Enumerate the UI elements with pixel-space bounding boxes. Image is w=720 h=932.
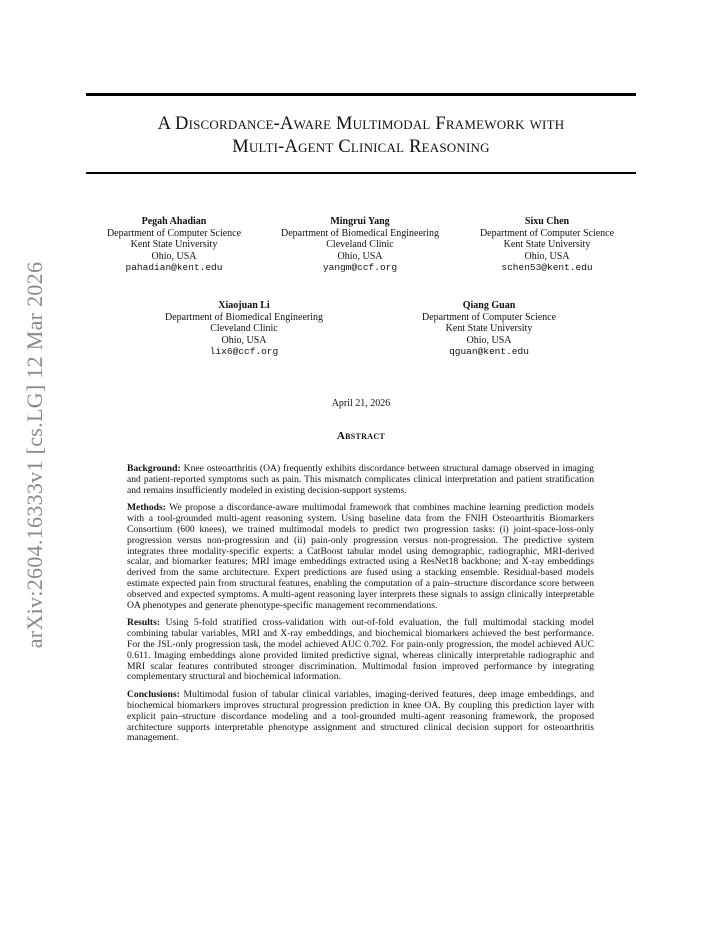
author-location: Ohio, USA [466,334,512,346]
abstract-paragraph-methods [127,503,594,611]
author-location: Ohio, USA [221,334,267,346]
author-name: Xiaojuan Li [218,300,270,311]
paragraph-label: Conclusions: [127,689,180,701]
paragraph-text: We propose a discordance-aware multimodal framework that combines machine learning prediction models with a tool-grounded multi-agent reasoning system. Using baseline data from the FNIH Osteoarthritis Biomarkers Consortium (600 knees), we trained multimodal models to predict two progression tasks: (i) joint-space-loss-only progression versus non-progression and (ii) pain-only progression versus non-progression. The predictive system integrates three modality-specific experts: a CatBoost tabular model using demographic, radiographic, MRI-derived scalar, and biomarker features; MRI image embeddings extracted using a ResNet18 backbone; and X-ray embeddings derived from the same architecture. Expert predictions are fused using a stacking ensemble. Residual-based models estimate expected pain from structural features, enabling the computation of a pain–structure discordance score between observed and expected symptoms. A multi-agent reasoning layer interprets these signals to assign clinically interpretable OA phenotypes and generate phenotype-specific management recommendations. [127,502,594,611]
author-name: Mingrui Yang [330,216,390,227]
paragraph-label: Background: [127,463,181,474]
publication-date: April 21, 2026 [331,398,391,409]
author-email[interactable]: schen53@kent.edu [501,262,593,274]
title-line-2: Multi-Agent Clinical Reasoning [232,137,490,157]
author-block [260,216,460,274]
author-name: Pegah Ahadian [141,216,207,227]
abstract-paragraph-results [127,618,594,683]
paragraph-label: Results: [127,617,161,629]
paper-title [86,113,636,159]
paragraph-text: Multimodal fusion of tabular clinical variables, imaging-derived features, deep image embeddings, and biochemical biomarkers improves structural progression prediction in knee OA. By coupling this prediction layer with explicit pain–structure discordance modeling and a tool-grounded multi-agent reasoning framework, the proposed architecture supports interpretable phenotype assignment and structured clinical decision support for osteoarthritis management. [127,689,594,744]
author-location: Ohio, USA [151,250,197,262]
abstract-body [127,464,594,751]
author-location: Ohio, USA [524,250,570,262]
author-block [144,300,344,358]
author-location: Ohio, USA [337,250,383,262]
author-department: Department of Computer Science [479,227,615,239]
author-institution: Cleveland Clinic [210,323,278,335]
author-department: Department of Computer Science [106,227,242,239]
author-department: Department of Biomedical Engineering [164,311,323,323]
title-line-1: A Discordance-Aware Multimodal Framework with [157,114,565,134]
author-block [447,216,647,274]
author-email[interactable]: qguan@kent.edu [449,346,529,358]
paragraph-text: Using 5-fold stratified cross-validation with out-of-fold evaluation, the full multimodal stacking model combining tabular variables, MRI and X-ray embeddings, and biochemical biomarkers achieved the best performance. For the JSL-only progression task, the model achieved AUC 0.702. For pain-only progression, the model achieved AUC 0.611. Imaging embeddings alone provided limited predictive signal, whereas clinically interpretable radiographic and MRI scalar features contributed stronger discrimination. Multimodal fusion improved performance by integrating complementary structural and biochemical information. [127,617,594,683]
title-bottom-rule [86,172,636,174]
author-name: Sixu Chen [524,216,570,227]
author-institution: Kent State University [445,323,533,335]
paragraph-text: Knee osteoarthritis (OA) frequently exhibits discordance between structural damage observed in imaging and patient-reported symptoms such as pain. This mismatch complicates clinical interpretation and patient stratification and remains insufficiently modeled in existing decision-support systems. [127,463,594,496]
abstract-heading: Abstract [336,430,386,442]
author-block [389,300,589,358]
author-institution: Kent State University [503,239,591,251]
author-email[interactable]: yangm@ccf.org [322,262,398,274]
author-block [74,216,274,274]
author-department: Department of Biomedical Engineering [280,227,439,239]
abstract-paragraph-conclusions [127,690,594,744]
author-department: Department of Computer Science [421,311,557,323]
author-institution: Kent State University [130,239,218,251]
author-institution: Cleveland Clinic [326,239,394,251]
arxiv-stamp: arXiv:2604.16333v1 [cs.LG] 12 Mar 2026 [22,261,47,649]
paragraph-label: Methods: [127,502,166,514]
abstract-paragraph-background [127,464,594,496]
author-email[interactable]: pahadian@kent.edu [125,262,223,274]
author-name: Qiang Guan [462,300,516,311]
title-top-rule [86,93,636,96]
author-email[interactable]: lix6@ccf.org [209,346,279,358]
